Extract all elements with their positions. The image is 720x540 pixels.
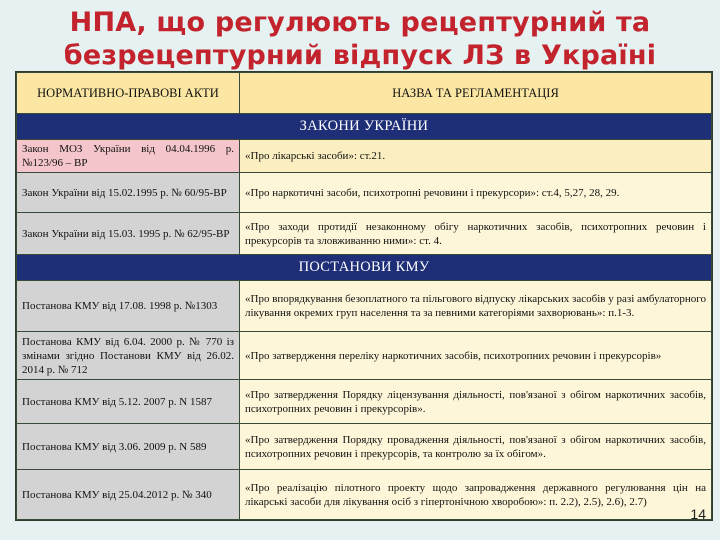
slide-title-line-2: безрецептурний відпуск ЛЗ в Україні	[63, 40, 657, 71]
table-row	[17, 424, 712, 470]
act-cell: Закон України від 15.02.1995 р. № 60/95-ВР	[17, 173, 240, 213]
header-title-regulation: НАЗВА ТА РЕГЛАМЕНТАЦІЯ	[240, 73, 712, 114]
description-cell: «Про затвердження переліку наркотичних засобів, психотропних речовин і прекурсорів»	[240, 332, 712, 380]
table-row	[17, 213, 712, 255]
act-cell: Постанова КМУ від 3.06. 2009 р. N 589	[17, 424, 240, 470]
description-cell: «Про реалізацію пілотного проекту щодо запровадження державного регулювання цін на лікарські засоби для лікування осіб з гіпертонічною хворобою»: п. 2.2), 2.5), 2.6), 2.7)	[240, 470, 712, 520]
description-cell: «Про впорядкування безоплатного та пільгового відпуску лікарських засобів у разі амбулаторного лікування окремих груп населення та за певними категоріями захворювань»: п.1-3.	[240, 281, 712, 332]
table-header-row	[17, 73, 712, 114]
page-number: 14	[690, 506, 706, 522]
table-row	[17, 173, 712, 213]
act-cell: Постанова КМУ від 6.04. 2000 р. № 770 із змінами згідно Постанови КМУ від 26.02. 2014 р. № 712	[17, 332, 240, 380]
section-heading: ПОСТАНОВИ КМУ	[17, 255, 712, 281]
section-heading-laws	[17, 114, 712, 140]
act-cell: Постанова КМУ від 25.04.2012 р. № 340	[17, 470, 240, 520]
table-row	[17, 470, 712, 520]
act-cell: Закон України від 15.03. 1995 р. № 62/95-ВР	[17, 213, 240, 255]
act-cell: Закон МОЗ України від 04.04.1996 р. №123/96 – ВР	[17, 140, 240, 173]
act-cell: Постанова КМУ від 5.12. 2007 р. N 1587	[17, 380, 240, 424]
table-row	[17, 140, 712, 173]
table-row	[17, 281, 712, 332]
slide-title-line-1: НПА, що регулюють рецептурний та	[69, 7, 651, 38]
section-heading: ЗАКОНИ УКРАЇНИ	[17, 114, 712, 140]
header-acts: НОРМАТИВНО-ПРАВОВІ АКТИ	[17, 73, 240, 114]
slide-title	[0, 6, 720, 72]
table-row	[17, 380, 712, 424]
description-cell: «Про затвердження Порядку провадження діяльності, пов'язаної з обігом наркотичних засобів, психотропних речовин і прекурсорів, та контролю за їх обігом».	[240, 424, 712, 470]
description-cell: «Про лікарські засоби»: ст.21.	[240, 140, 712, 173]
description-cell: «Про затвердження Порядку ліцензування діяльності, пов'язаної з обігом наркотичних засобів, психотропних речовин і прекурсорів».	[240, 380, 712, 424]
regulations-table	[15, 71, 713, 521]
act-cell: Постанова КМУ від 17.08. 1998 р. №1303	[17, 281, 240, 332]
description-cell: «Про наркотичні засоби, психотропні речовини і прекурсори»: ст.4, 5,27, 28, 29.	[240, 173, 712, 213]
description-cell: «Про заходи протидії незаконному обігу наркотичних засобів, психотропних речовин і прекурсорів та зловживанню ними»: ст. 4.	[240, 213, 712, 255]
section-heading-cmu-resolutions	[17, 255, 712, 281]
table-row	[17, 332, 712, 380]
